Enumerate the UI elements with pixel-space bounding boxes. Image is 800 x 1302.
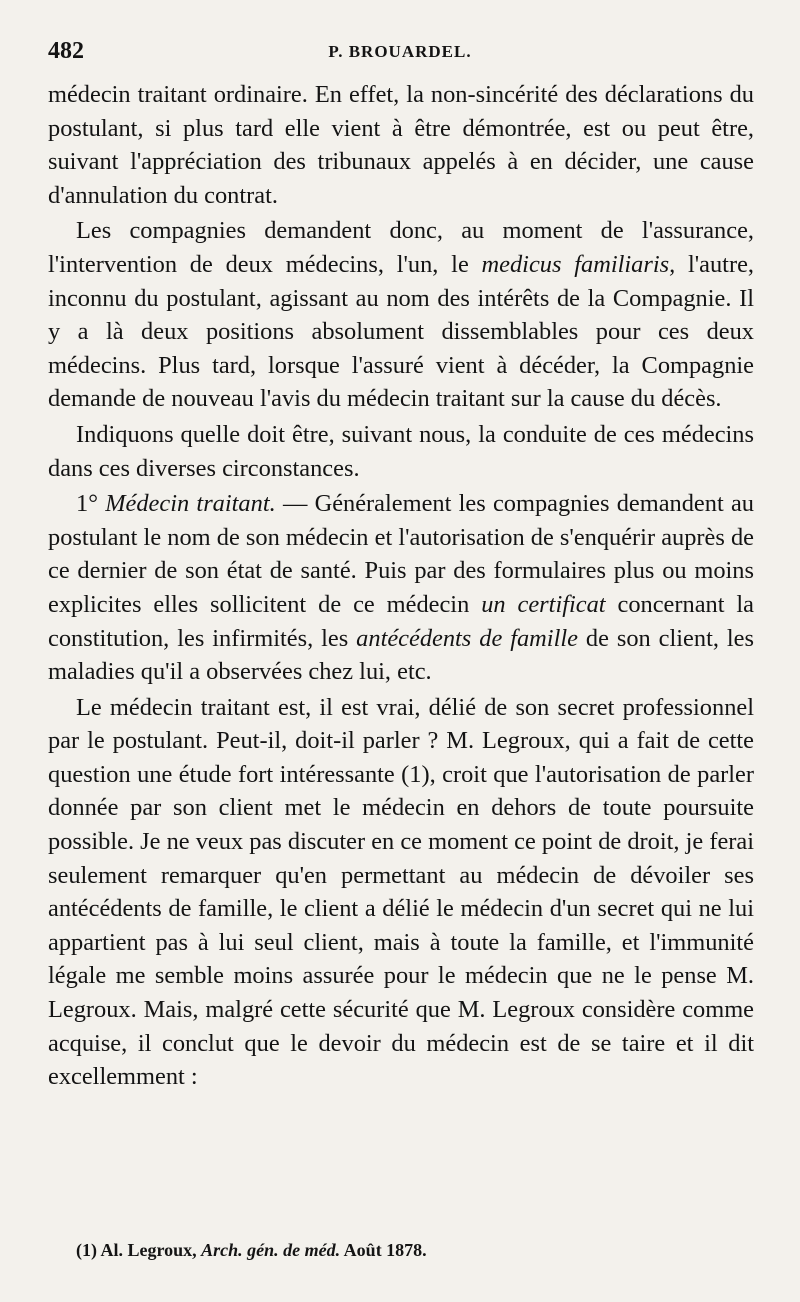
paragraph: [48, 418, 754, 485]
italic-text: antécédents de famille: [356, 624, 578, 652]
paragraph: [48, 691, 754, 1094]
paragraph: [48, 78, 754, 212]
text-run: Août 1878.: [340, 1240, 427, 1260]
body-text: [48, 78, 754, 1096]
running-head: P. BROUARDEL.: [328, 42, 472, 61]
paragraph: [48, 487, 754, 689]
text-run: Les compagnies demandent donc, au moment de l'assurance, l'intervention de deux médecins, l'un, le: [48, 217, 754, 278]
text-run: 1°: [76, 490, 106, 518]
text-run: l'autre, inconnu du postulant, agissant au nom des intérêts de la Compagnie. Il y a là deux positions absolument dissemblables pour ces deux médecins. Plus tard, lorsque l'assuré vient à décéder, la Compagnie demande de nouveau l'avis du médecin traitant sur la cause du décès.: [48, 250, 755, 413]
text-run: Indiquons quelle doit être, suivant nous, la conduite de ces médecins dans ces diverses circonstances.: [48, 420, 754, 482]
text-run: (1) Al. Legroux,: [76, 1240, 202, 1260]
italic-text: un certificat: [481, 590, 606, 618]
italic-text: Arch. gén. de méd.: [201, 1240, 341, 1260]
text-run: — Généralement les compagnies demandent au postulant le nom de son médecin et l'autorisation de s'enquérir auprès de ce dernier de son état de santé. Puis par des formulaires plus ou moins explicites elles sollicitent de ce médecin: [48, 490, 754, 618]
italic-text: medicus familiaris,: [481, 250, 676, 278]
text-run: concernant la constitution, les infirmités, les: [48, 590, 755, 652]
paragraph: [48, 214, 754, 416]
page-number: 482: [48, 38, 84, 64]
italic-text: Médecin traitant.: [105, 490, 276, 518]
page-header: [48, 38, 752, 68]
text-run: Le médecin traitant est, il est vrai, délié de son secret professionnel par le postulant. Peut-il, doit-il parler ? M. Legroux, qui a fait de cette question une étude fort intéressante (1), croit que l'autorisation de parler donnée par son client met le médecin en dehors de toute poursuite possible. Je ne veux pas discuter en ce moment ce point de droit, je ferai seulement remarquer qu'en permettant au médecin de dévoiler ses antécédents de famille, le client a délié le médecin d'un secret qui ne lui appartient pas à lui seul client, mais à toute la famille, et l'immunité légale me semble moins assurée pour le médecin que ne le pense M. Legroux. Mais, malgré cette sécurité que M. Legroux considère comme acquise, il conclut que le devoir du médecin est de se taire et il dit excellemment :: [48, 693, 754, 1091]
footnote: [76, 1240, 756, 1261]
text-run: médecin traitant ordinaire. En effet, la non-sincérité des déclarations du postulant, si plus tard elle vient à être démontrée, est ou peut être, suivant l'appréciation des tribunaux appelés à en décider, une cause d'annulation du contrat.: [48, 81, 754, 209]
text-run: de son client, les maladies qu'il a observées chez lui, etc.: [48, 624, 754, 686]
